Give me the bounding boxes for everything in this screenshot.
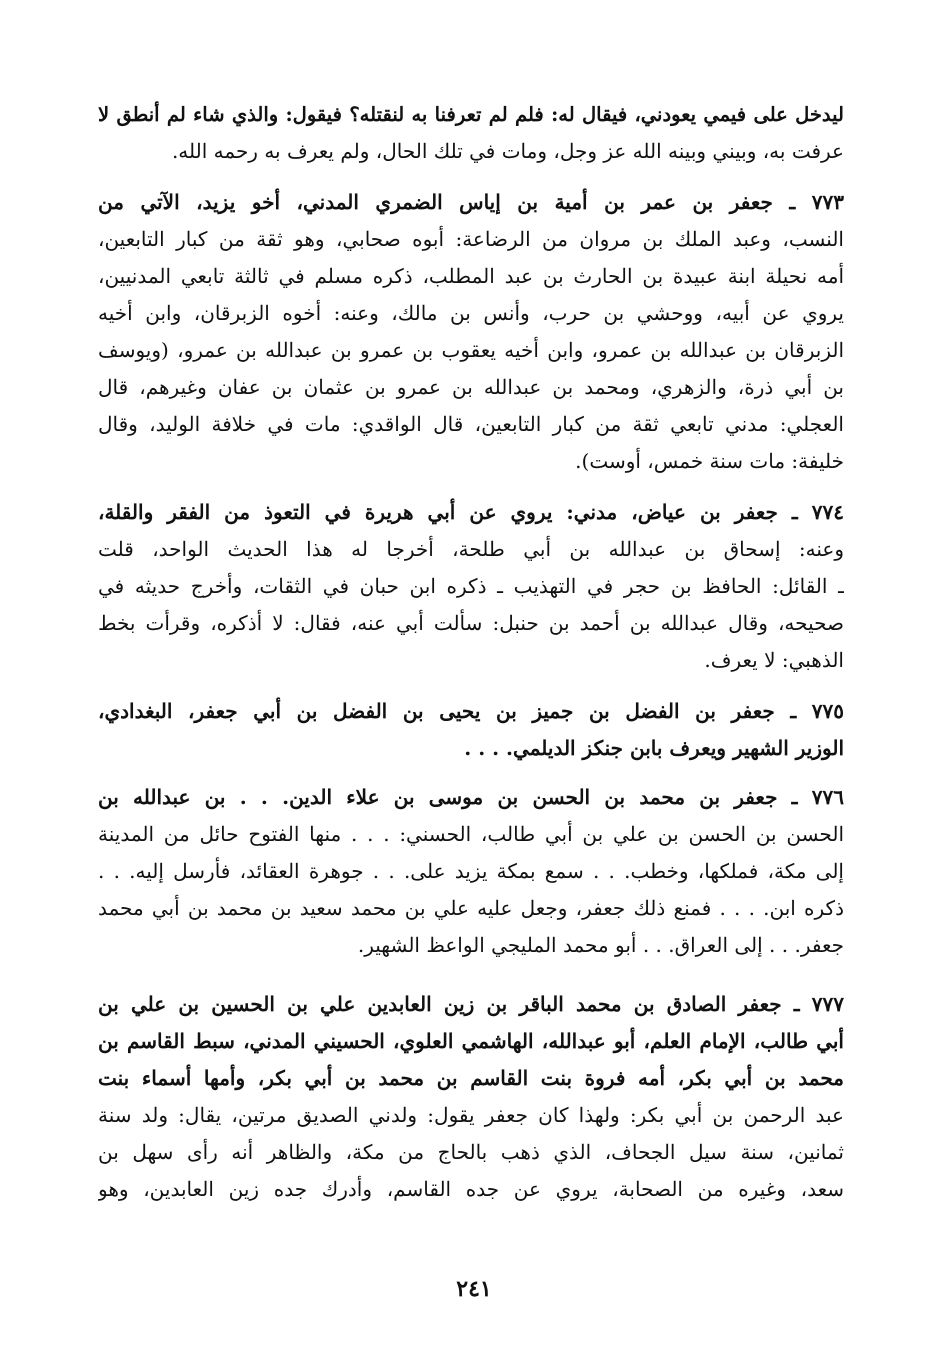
text-line: سعد، وغيره من الصحابة، يروي عن جده القاسم، وأدرك جده زين العابدين، وهو (98, 1177, 844, 1201)
text-line: الذهبي: لا يعرف. (704, 648, 844, 672)
text-line: العجلي: مدني تابعي ثقة من كبار التابعين، قال الواقدي: مات في خلافة الوليد، وقال (98, 412, 844, 436)
text-line: جعفر. . . إلى العراق. . . أبو محمد المليجي الواعظ الشهير. (357, 933, 844, 957)
entry-heading: ٧٧٧ ـ جعفر الصادق بن محمد الباقر بن زين العابدين علي بن الحسين بن علي بن (98, 992, 844, 1016)
text-line: إلى مكة، فملكها، وخطب. . . سمع بمكة يزيد على. . . جوهرة العقائد، فأرسل إليه. . . (98, 859, 844, 883)
entry-776 (98, 779, 844, 964)
text-line: خليفة: مات سنة خمس، أوست). (575, 449, 844, 473)
text-line: محمد بن أبي بكر، أمه فروة بنت القاسم بن محمد بن أبي بكر، وأمها أسماء بنت (98, 1066, 844, 1090)
entry-774 (98, 494, 844, 679)
text-line: أبي طالب، الإمام العلم، أبو عبدالله، الهاشمي العلوي، الحسيني المدني، سبط القاسم بن (98, 1029, 844, 1053)
text-line: أمه نحيلة ابنة عبيدة بن الحارث بن عبد المطلب، ذكره مسلم في ثالثة تابعي المدنيين، (98, 264, 844, 288)
text-line: عرفت به، وبيني وبينه الله عز وجل، ومات في تلك الحال، ولم يعرف به رحمه الله. (171, 139, 844, 163)
entry-775 (98, 693, 844, 767)
entry-heading: ٧٧٦ ـ جعفر بن محمد بن الحسن بن موسى بن علاء الدين. . . بن عبدالله بن (98, 785, 844, 809)
text-line: ـ القائل: الحافظ بن حجر في التهذيب ـ ذكره ابن حبان في الثقات، وأخرج حديثه في (98, 574, 844, 598)
text-line: النسب، وعبد الملك بن مروان من الرضاعة: أبوه صحابي، وهو ثقة من كبار التابعين، (98, 227, 844, 251)
entry-777 (98, 986, 844, 1208)
text-line: ذكره ابن. . . . فمنع ذلك جعفر، وجعل عليه علي بن محمد سعيد بن محمد بن أبي محمد (98, 896, 844, 920)
paragraph-intro (98, 96, 844, 170)
entry-heading: ٧٧٤ ـ جعفر بن عياض، مدني: يروي عن أبي هريرة في التعوذ من الفقر والقلة، (98, 500, 844, 524)
page-number: ٢٤١ (456, 1276, 492, 1302)
entry-heading: ٧٧٥ ـ جعفر بن الفضل بن جميز بن يحيى بن الفضل بن أبي جعفر، البغدادي، (98, 699, 844, 723)
text-line: وعنه: إسحاق بن عبدالله بن أبي طلحة، أخرجا له هذا الحديث الواحد، قلت (98, 537, 844, 561)
text-line: يروي عن أبيه، ووحشي بن حرب، وأنس بن مالك، وعنه: أخوه الزبرقان، وابن أخيه (98, 301, 844, 325)
text-line: صحيحه، وقال عبدالله بن أحمد بن حنبل: سألت أبي عنه، فقال: لا أذكره، وقرأت بخط (98, 611, 844, 635)
text-line: الوزير الشهير ويعرف بابن جنكز الديلمي. . . . (464, 736, 844, 760)
text-line: الحسن بن الحسن بن علي بن أبي طالب، الحسني: . . . منها الفتوح حائل من المدينة (98, 822, 844, 846)
entry-heading: ٧٧٣ ـ جعفر بن عمر بن أمية بن إياس الضمري المدني، أخو يزيد، الآتي من (98, 190, 844, 214)
text-line: بن أبي ذرة، والزهري، ومحمد بن عبدالله بن عمرو بن عثمان بن عفان وغيرهم، قال (98, 375, 844, 399)
text-line: الزبرقان بن عبدالله بن عمرو، وابن أخيه يعقوب بن عمرو بن عبدالله بن عمرو، (ويوسف (98, 338, 844, 362)
text-line: عبد الرحمن بن أبي بكر: ولهذا كان جعفر يقول: ولدني الصديق مرتين، يقال: ولد سنة (98, 1103, 844, 1127)
entry-773 (98, 184, 844, 480)
text-line: ليدخل على فيمي يعودني، فيقال له: فلم لم تعرفنا به لنقتله؟ فيقول: والذي شاء لم أنطق لا (98, 103, 844, 126)
text-line: ثمانين، سنة سيل الجحاف، الذي ذهب بالحاج من مكة، والظاهر أنه رأى سهل بن (98, 1140, 844, 1164)
page-body (98, 96, 844, 1208)
